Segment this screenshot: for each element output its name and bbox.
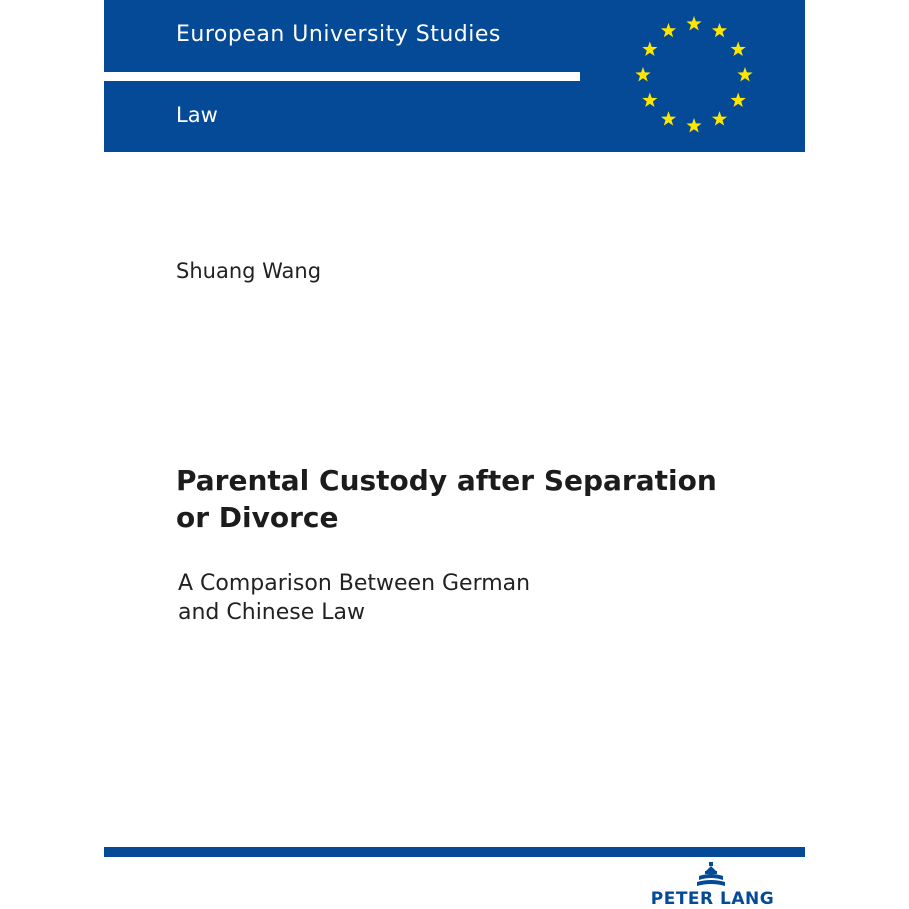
star-icon [642, 42, 657, 56]
book-subtitle [178, 569, 738, 627]
title-line: or Divorce [176, 501, 339, 534]
star-icon [712, 23, 727, 37]
star-icon [635, 67, 650, 81]
star-icon [731, 42, 746, 56]
star-icon [712, 111, 727, 125]
star-icon [737, 67, 752, 81]
publisher-logo [640, 862, 785, 907]
banner-divider [104, 72, 580, 81]
star-icon [642, 93, 657, 107]
book-title [176, 462, 736, 536]
star-icon [661, 111, 676, 125]
series-banner [104, 0, 805, 152]
subtitle-line: A Comparison Between German [178, 571, 531, 596]
eu-stars-icon [629, 10, 759, 140]
star-icon [686, 118, 701, 132]
star-icon [686, 16, 701, 30]
publisher-name: PETER LANG [650, 889, 775, 909]
subtitle-line: and Chinese Law [178, 600, 365, 625]
star-icon [731, 93, 746, 107]
series-subject: Law [176, 103, 218, 127]
bottom-divider [104, 847, 805, 857]
series-title: European University Studies [176, 22, 501, 47]
star-icon [661, 23, 676, 37]
author-name: Shuang Wang [176, 259, 322, 283]
publisher-logo-icon [696, 862, 726, 888]
title-line: Parental Custody after Separation [176, 464, 717, 497]
